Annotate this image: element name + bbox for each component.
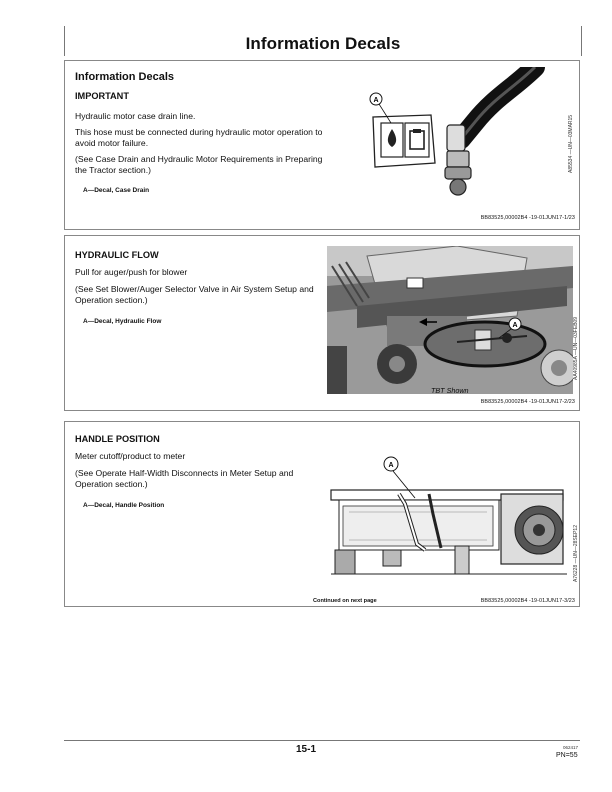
title-box xyxy=(64,26,582,56)
section-handle-position xyxy=(64,421,580,607)
paragraph: (See Set Blower/Auger Selector Valve in Air System Setup and Operation section.) xyxy=(75,284,314,305)
reference-code: BB83525,00002B4 -19-01JUN17-1/23 xyxy=(480,215,575,221)
paragraph: (See Operate Half-Width Disconnects in Meter Setup and Operation section.) xyxy=(75,468,294,489)
paragraph: (See Case Drain and Hydraulic Motor Requirements in Preparing the Tractor section.) xyxy=(75,154,323,175)
page-title: Information Decals xyxy=(245,34,401,53)
page-pn: PN=55 xyxy=(556,752,578,759)
callout-label: A xyxy=(373,97,379,104)
section-heading: Information Decals xyxy=(75,71,175,83)
section-heading: HYDRAULIC FLOW xyxy=(75,250,159,260)
callout-label: A xyxy=(388,462,394,469)
section-subheading: IMPORTANT xyxy=(75,91,129,101)
image-id: A85534 —UN—03MAR15 xyxy=(568,114,574,173)
hydraulic-flow-decal-photo xyxy=(327,246,573,394)
footer-divider xyxy=(64,740,580,741)
page-number: 15-1 xyxy=(296,744,317,755)
handle-position-decal-figure xyxy=(329,454,569,586)
reference-code: BB83525,00002B4 -19-01JUN17-2/23 xyxy=(480,399,575,405)
continued-note: Continued on next page xyxy=(313,598,377,604)
footer-code: 062417 xyxy=(563,745,579,750)
callout-label: A xyxy=(512,322,518,329)
image-caption: TBT Shown xyxy=(431,386,469,395)
paragraph: Hydraulic motor case drain line. xyxy=(75,111,196,121)
reference-code: BB83525,00002B4 -19-01JUN17-3/23 xyxy=(480,598,575,604)
case-drain-decal-figure xyxy=(365,67,565,197)
section-information-decals xyxy=(64,60,580,230)
paragraph: Meter cutoff/product to meter xyxy=(75,451,186,461)
paragraph: This hose must be connected during hydraulic motor operation to avoid motor failure. xyxy=(75,127,323,148)
figure-caption: A—Decal, Hydraulic Flow xyxy=(83,318,162,325)
image-id: AA40985A —UN—03FEB09 xyxy=(573,316,579,380)
figure-caption: A—Decal, Case Drain xyxy=(83,187,150,194)
image-id: A76228 —UN—28SEP12 xyxy=(573,525,579,582)
paragraph: Pull for auger/push for blower xyxy=(75,267,188,277)
section-hydraulic-flow xyxy=(64,235,580,411)
figure-caption: A—Decal, Handle Position xyxy=(83,502,165,509)
section-heading: HANDLE POSITION xyxy=(75,434,160,444)
